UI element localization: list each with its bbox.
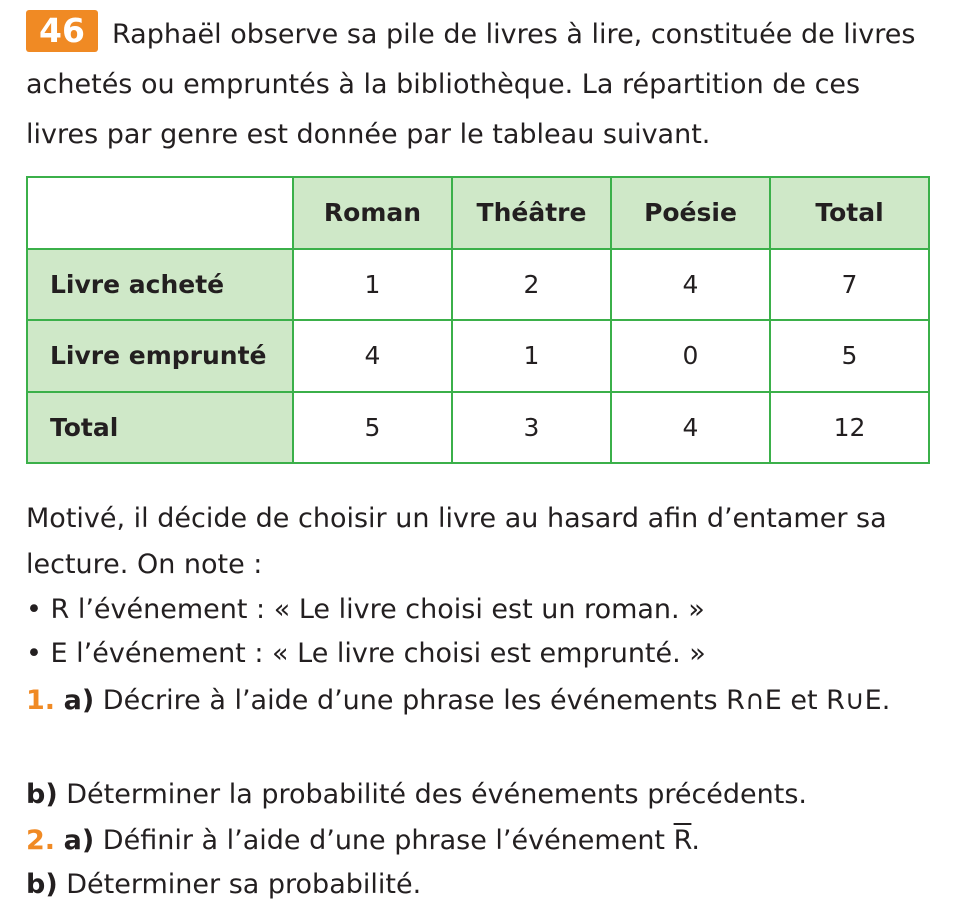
table-row (27, 392, 929, 464)
event-e-bullet: • E l’événement : « Le livre choisi est emprunté. » (26, 638, 706, 669)
table-cell: 4 (611, 392, 770, 464)
table-row (27, 249, 929, 321)
question-1a-label: a) (63, 685, 95, 716)
table-cell: 7 (770, 249, 929, 321)
question-2a-label: a) (63, 825, 95, 856)
question-2a-end: . (691, 825, 700, 856)
table-cell: 2 (452, 249, 611, 321)
question-1a-text: Décrire à l’aide d’une phrase les événements R∩E et R∪E. (102, 685, 891, 716)
column-header: Total (770, 177, 929, 249)
question-1b-text: Déterminer la probabilité des événements précédents. (66, 779, 807, 810)
question-2b-text: Déterminer sa probabilité. (66, 869, 422, 900)
statement-paragraph: Motivé, il décide de choisir un livre au hasard afin d’entamer sa lecture. On note : (26, 503, 887, 580)
question-2b-label: b) (26, 869, 58, 900)
r-complement-symbol: $\overline{R}$ (673, 825, 692, 856)
table-cell: 4 (293, 320, 452, 392)
table-header-row (27, 177, 929, 249)
table-cell: 3 (452, 392, 611, 464)
column-header: Poésie (611, 177, 770, 249)
event-r-bullet: • R l’événement : « Le livre choisi est un roman. » (26, 594, 705, 625)
row-header: Total (27, 392, 293, 464)
genre-table (26, 176, 930, 464)
question-2a-text: Définir à l’aide d’une phrase l’événement (102, 825, 674, 856)
table-row (27, 320, 929, 392)
table-cell: 1 (452, 320, 611, 392)
table-cell: 5 (770, 320, 929, 392)
question-2a (26, 818, 938, 864)
table-cell: 5 (293, 392, 452, 464)
table-cell: 1 (293, 249, 452, 321)
row-header: Livre acheté (27, 249, 293, 321)
question-1-number: 1. (26, 685, 56, 716)
exercise-intro (26, 10, 938, 160)
question-1b-label: b) (26, 779, 58, 810)
question-1b (26, 772, 938, 818)
table-cell: 12 (770, 392, 929, 464)
table-cell: 4 (611, 249, 770, 321)
statement-block (26, 496, 938, 676)
intro-text: Raphaël observe sa pile de livres à lire, constituée de livres achetés ou empruntés à la bibliothèque. La répartition de ces livres par genre est donnée par le tableau suivant. (26, 19, 916, 150)
column-header: Théâtre (452, 177, 611, 249)
exercise-number-badge: 46 (26, 10, 98, 52)
row-header: Livre emprunté (27, 320, 293, 392)
question-2b (26, 862, 938, 908)
question-1a (26, 678, 938, 724)
table-corner-cell (27, 177, 293, 249)
question-2-number: 2. (26, 825, 56, 856)
table-cell: 0 (611, 320, 770, 392)
column-header: Roman (293, 177, 452, 249)
